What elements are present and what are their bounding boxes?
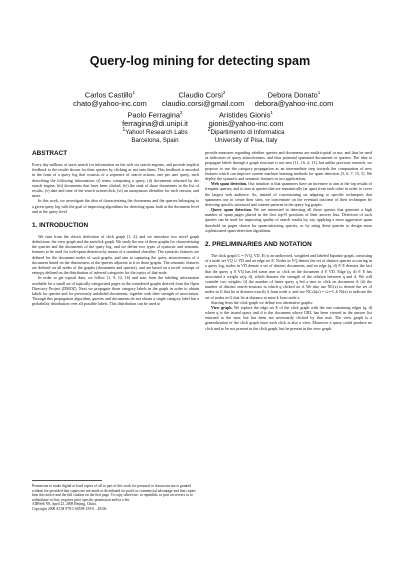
body-paragraph: Starting from the click-graph we define two alternative graphs: [211,299,314,305]
author-5: Aristides Gionis$^1$ gionis@yahoo-inc.com [208,110,284,129]
affiliation-1: $^1$Yahoo! Research Labs Barcelona, Spain [122,127,188,144]
author-name: Aristides Gionis [219,110,271,120]
author-3: Debora Donato$^1$ debora@yahoo-inc.com [254,90,334,109]
footnote-rule [32,480,102,481]
author-email: claudio.corsi@gmail.com [162,99,245,109]
author-email: ferragina@di.unipi.it [122,119,188,129]
author-2: Claudio Corsi$^2$ claudio.corsi@gmail.com [162,90,245,109]
right-column [205,150,372,331]
author-email: chato@yahoo-inc.com [73,99,147,109]
affiliation-2: $^2$Dipartimento di Informatica University of Pisa, Italy [207,127,285,144]
author-1: Carlos Castillo$^1$ chato@yahoo-inc.com [73,90,147,109]
abstract-heading: ABSTRACT [32,150,68,157]
body-paragraph: provide measures regarding whether queries and documents are multi-topical or not, and thus be used as indicators of query attractiveness, and thus potential spammed documents or queries. The idea to propagate labels through a graph structure is not new [11, 16, 4, 13], but unlike previous research, we propose to use the category propagation as an intermediate step towards the computation of new features which can improve current machine learning methods for spam detection [3, 6, 7, 15, 5]. We deploy the syntactic and semantic features in two applications: [205,150,372,181]
body-paragraph: Web spam detection. Our intuition is that spammers have an incentive to aim at the top results of frequent queries, and to aim at queries that are semantically far apart from each other in order to cover the largest web audience. So, instead of concentrating on adapting to specific techniques that spammers use to create their sites, we concentrate on the eventual outcome of their techniques by detecting specific structural and content patterns in the query log graphs. [205,181,373,207]
copyright-footnote: Permission to make digital or hard copies of all or part of this work for personal or classroom use is granted without fee provided that copies are not made or distributed for profit or commercial advantage and that copies bear this notice and the full citation on the first page. To copy otherwise, to republish, to post on servers or to redistribute to lists, requires prior specific permission and/or a fee. AIRWeb '08, April 22, 2008 Beijing, China. Copyright 2008 ACM 978-1-60558-159-0 ...$5.00. [32,484,196,511]
body-paragraph: View graph. We replace the edge set E of the click graph with the one containing edges (q, d) where q is the issued query and d is the document whose URL has been viewed in the answer list returned to the user, but has been not necessarily clicked by that user. The view graph is a generalization of the click graph since each click is also a view. Moreover a query could produce no click and so be not present in the click graph, but be present in the view graph. [205,304,373,331]
abstract-paragraph: Every day millions of users search for information on the web via search engines, and provide implicit feedback to the results shown for their queries by clicking or not onto them. This feedback is encoded in the form of a query log that consists of a sequence of search actions, one per user query, each describing the following information: (i) terms composing a query, (ii) documents returned by the search engine, (iii) documents that have been clicked, (iv) the rank of those documents in the list of results, (v) date and time of the search action/click, (vi) an anonymous identifier for each session, and more. [32,162,199,199]
author-name: Debora Donato [267,90,318,100]
body-paragraph: We start from the classic definition of click graph [1, 4], and we introduce two novel graph definitions: the view graph and the anticlick graph. We study the use of these graphs for characterizing the queries and the documents of the query log, and we define two types of syntactic and semantic features to be used for web-spam detection by means of a standard classifier. The syntactic features are defined for the document nodes of such graphs, and aim at capturing the query attractiveness of a document based on the distinctness of the queries adjacent to it in those graphs. The semantic features are defined on all nodes of the graphs (documents and queries), and are based on a novel concept of entropy defined on the distribution of inferred categories for the topics of that node. [32,233,199,276]
author-email: gionis@yahoo-inc.com [208,119,284,129]
section-heading: 1. INTRODUCTION [32,221,89,229]
body-paragraph: In order to get topical data, we follow [1, 9, 12, 16] and start from the labeling information available for a small set of topically-categorized pages in the considered graphs derived from the Open Directory Project (DMOZ). Next we propagate those category labels in the graph in order to obtain labels for queries and for previously unlabeled documents, together with their strength of association. Through this propagation algorithm, queries and documents do not obtain a single category label but a probability distribution over all possible labels. This distribution can be used to [32,275,199,307]
abstract-paragraph: In this work, we investigate the idea of characterizing the documents and the queries belonging to a given query log with the goal of improving algorithms for detecting spam, both at the document level and at the query level. [32,198,200,214]
paper-title: Query-log mining for detecting spam [89,54,311,68]
body-paragraph: Query spam detection. We are interested in detecting all those queries that generate a high number of spam pages placed in the first top-N positions of their answer lists. Detection of such queries can be used for improving quality of search results by, say, applying a more aggressive spam threshold on pages shown for spam-attracting queries, or by using these queries to design more sophisticated spam-detection algorithms. [205,207,372,233]
author-4: Paolo Ferragina$^2$ ferragina@di.unipi.it [122,110,188,129]
author-email: debora@yahoo-inc.com [254,99,334,109]
author-name: Claudio Corsi [178,90,223,100]
body-paragraph: The click graph C = (VQ, VD, E) is an undirected, weighted and labeled bipartite graph, consisting of a node set VQ ∪ VD and an edge set E. Nodes in VQ denote the set of distinct queries occurring in a query log, nodes in VD denote a set of distinct documents, and an edge (q, d) ∈ E denotes the fact that the query q ∈ VQ has led some user to click on the document d ∈ VD. Edge (q, d) ∈ E has associated a weight w(q, d), which denotes the strength of the relation between q and d. We will consider two weights: (i) the number of times query q led a user to click on document d; (ii) the number of distinct search-sessions in which q clicked on d. We also use NC(x) to denote the set of nodes in G that lie at distance exactly k from node x, and use NC≤k(x) = ∪i=1..k Ni(x) to indicate the set of nodes in G that lie at distance at most k from node x. [205,253,372,300]
left-column [32,150,199,307]
author-name: Carlos Castillo [84,90,133,100]
author-name: Paolo Ferragina [127,110,181,120]
section-heading: 2. PRELIMINARIES AND NOTATION [205,241,312,248]
